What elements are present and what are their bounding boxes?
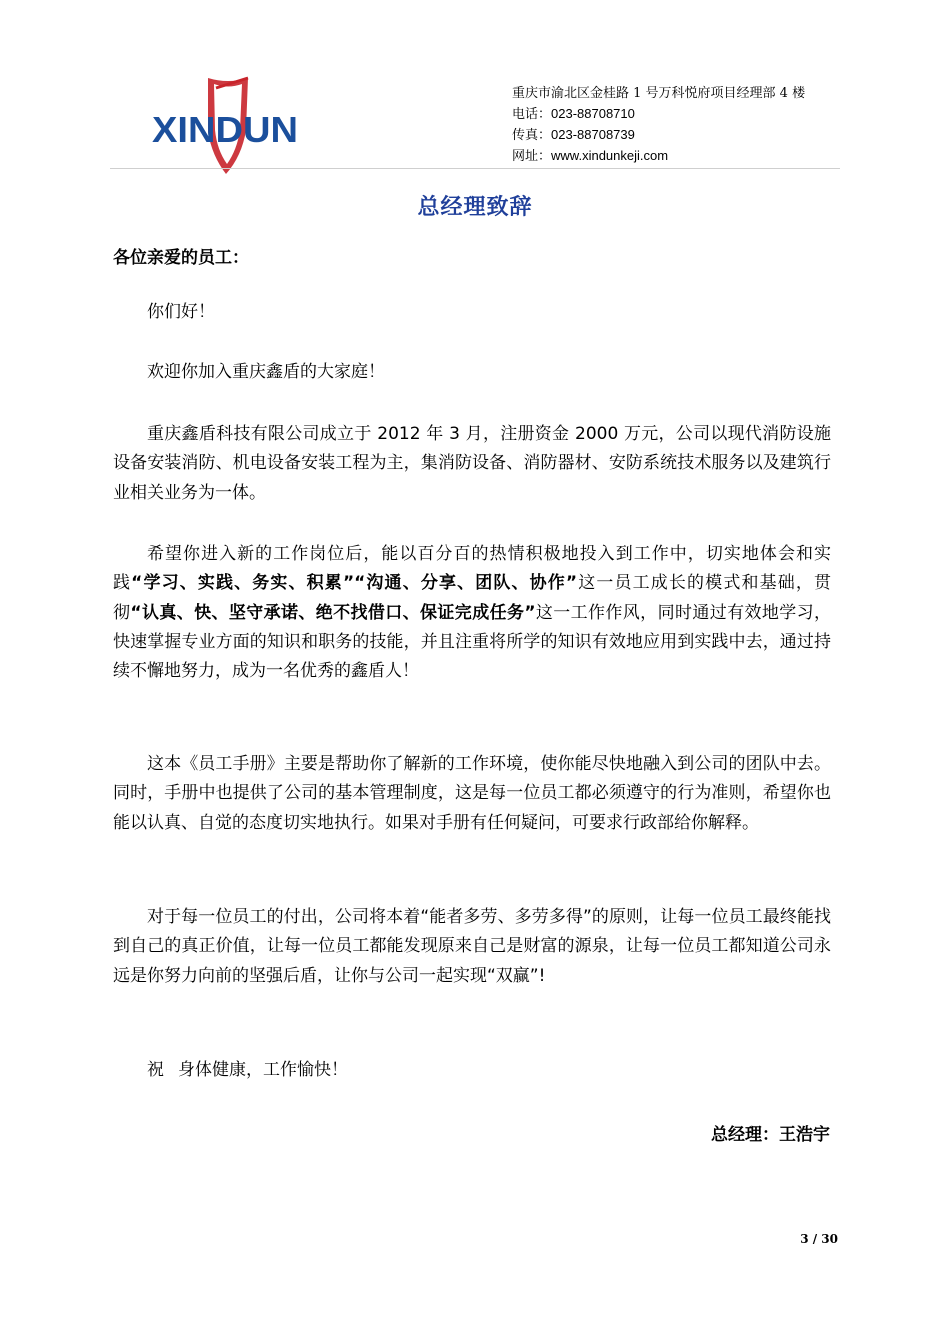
xindun-logo <box>150 70 300 180</box>
fax-row <box>512 125 805 146</box>
page-number: 3 / 30 <box>800 1232 838 1246</box>
paragraph-welcome: 欢迎你加入重庆鑫盾的大家庭！ <box>147 362 385 382</box>
page-title: 总经理致辞 <box>417 195 533 220</box>
paragraph-handbook: 这本《员工手册》主要是帮助你了解新的工作环境，使你能尽快地融入到公司的团队中去。同时，手册中也提供了公司的基本管理制度，这是每一位员工都必须遵守的行为准则，希望你也能以认真、自觉的态度切实地执行。如果对手册有任何疑问，可要求行政部给你解释。 <box>113 754 831 833</box>
expectations-text-e: 这一工作作风，同时通过有效地学习，快速掌握专业方面的知识和职务的技能，并且注重将所学的知识有效地应用到实践中去，通过持续不懈地努力，成为一名优秀的鑫盾人！ <box>113 602 832 682</box>
paragraph-company-intro: 重庆鑫盾科技有限公司成立于 2012 年 3 月，注册资金 2000 万元，公司以现代消防设施设备安装消防、机电设备安装工程为主，集消防设备、消防器材、安防系统技术服务以及建筑行业相关业务为一体。 <box>113 424 831 503</box>
address: 重庆市渝北区金桂路 1 号万科悦府项目经理部 4 楼 <box>512 86 806 101</box>
fax-label: 传真： <box>512 128 552 143</box>
expectations-text-c: 这一员工成长的模式和基础，贯彻 <box>113 573 831 623</box>
phone-value: 023-88708710 <box>551 106 635 121</box>
logo-text: XINDUN <box>152 109 298 150</box>
wishes-text: 身体健康，工作愉快！ <box>178 1060 348 1080</box>
contact-info <box>512 84 805 167</box>
greeting: 各位亲爱的员工： <box>113 248 249 268</box>
expectations-motto-1: “学习、实践、务实、积累”“沟通、分享、团队、协作” <box>131 573 578 594</box>
web-label: 网址： <box>512 149 552 164</box>
expectations-text-a: 希望你进入新的工作岗位后，能以百分百的热情积极地投入到工作中，切实地体会和实践 <box>113 544 831 594</box>
header-divider <box>110 168 840 169</box>
signature: 总经理：王浩宇 <box>711 1125 830 1145</box>
wishes-prefix: 祝 <box>147 1060 164 1080</box>
web-row <box>512 146 805 167</box>
paragraph-expectations <box>113 540 831 686</box>
phone-row <box>512 104 805 125</box>
paragraph-hello: 你们好！ <box>147 302 215 322</box>
expectations-motto-2: “认真、快、坚守承诺、绝不找借口、保证完成任务” <box>130 602 536 623</box>
web-link[interactable]: www.xindunkeji.com <box>551 148 669 163</box>
paragraph-wishes <box>113 1056 831 1085</box>
paragraph-principles: 对于每一位员工的付出，公司将本着“能者多劳、多劳多得”的原则，让每一位员工最终能找到自己的真正价值，让每一位员工都能发现原来自己是财富的源泉，让每一位员工都知道公司永远是你努力向前的坚强后盾，让你与公司一起实现“双赢”! <box>113 907 831 986</box>
fax-value: 023-88708739 <box>551 127 635 142</box>
phone-label: 电话： <box>512 107 552 122</box>
